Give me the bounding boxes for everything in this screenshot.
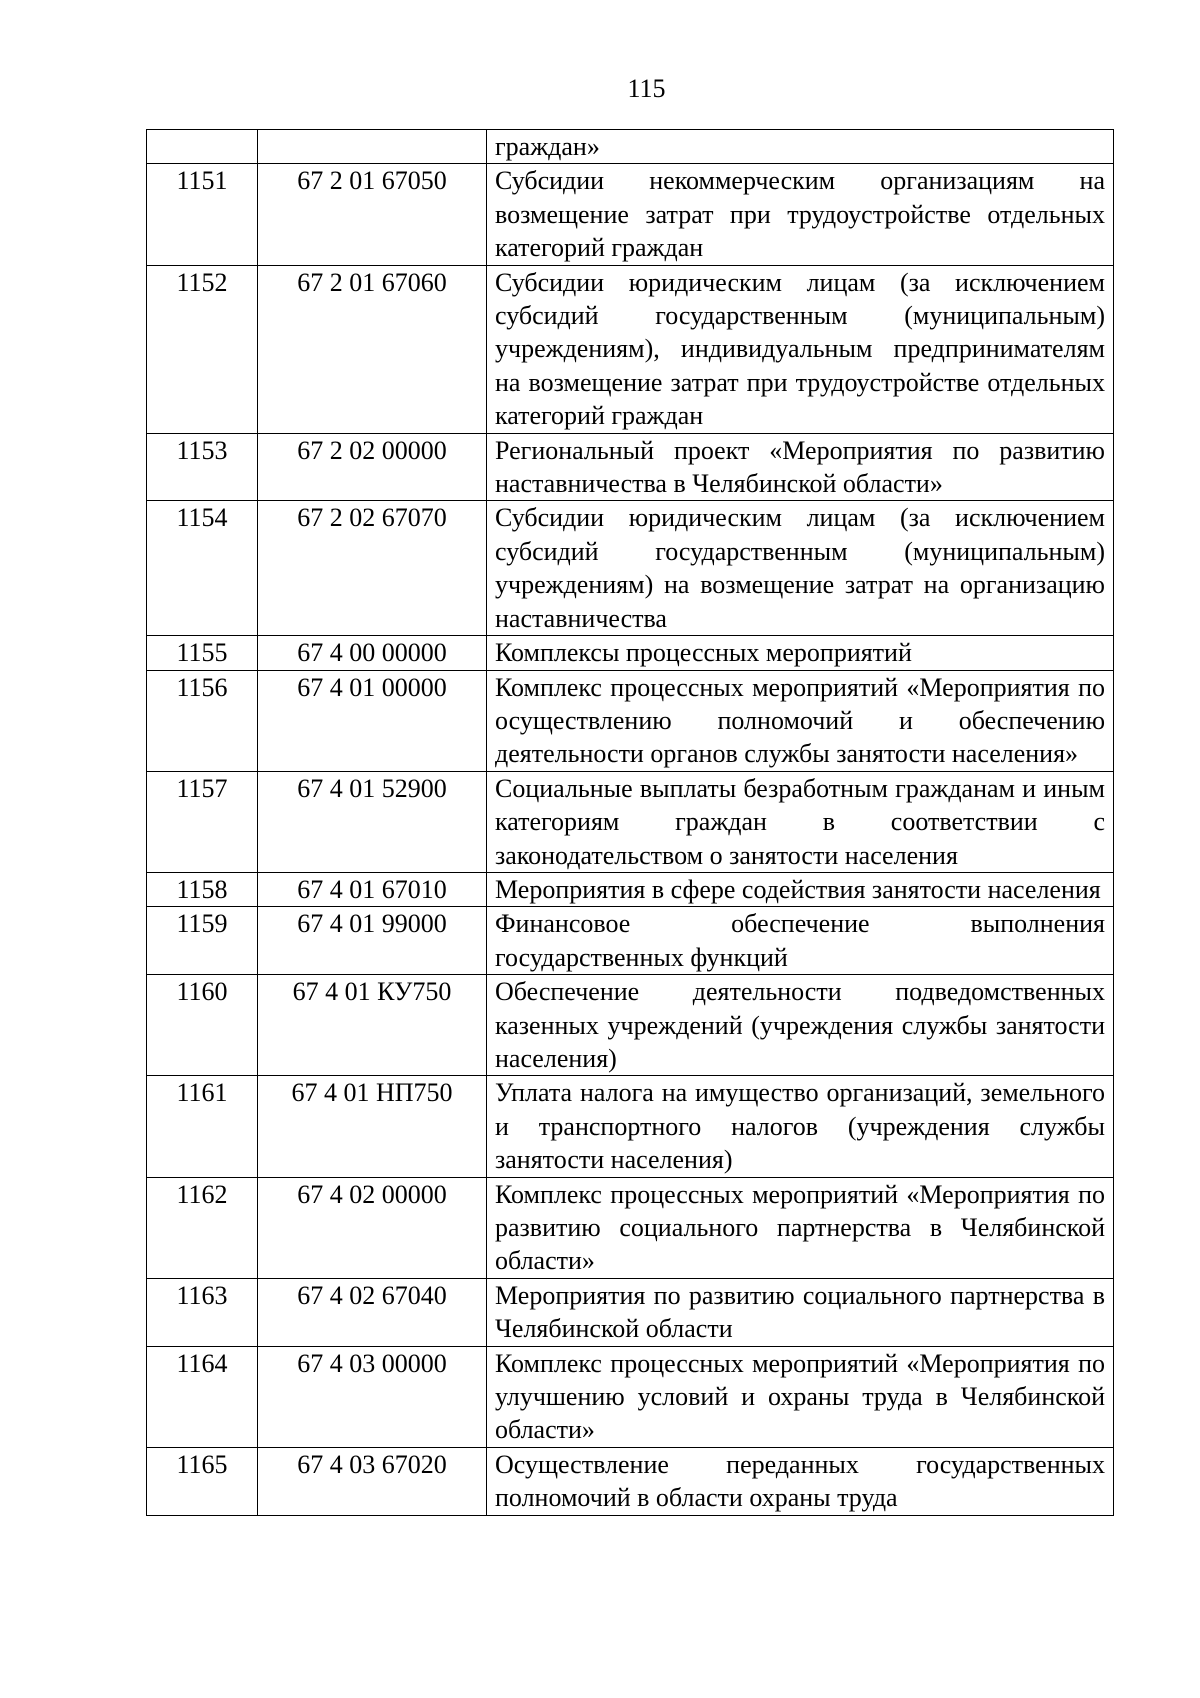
row-number-cell: [147, 130, 258, 164]
row-name-cell: Региональный проект «Мероприятия по развитию наставничества в Челябинской области»: [487, 433, 1114, 501]
row-number-cell: 1158: [147, 872, 258, 906]
row-number-cell: 1157: [147, 771, 258, 872]
row-number-cell: 1152: [147, 265, 258, 433]
row-number-cell: 1155: [147, 636, 258, 670]
row-code-cell: 67 4 02 67040: [258, 1278, 487, 1346]
row-name-cell: граждан»: [487, 130, 1114, 164]
page-number: 115: [627, 74, 666, 103]
table-row: [147, 670, 1114, 771]
row-number-cell: 1151: [147, 164, 258, 265]
row-code-cell: 67 4 01 99000: [258, 907, 487, 975]
row-code-cell: 67 2 02 67070: [258, 501, 487, 636]
row-code-cell: 67 2 02 00000: [258, 433, 487, 501]
row-number-cell: 1154: [147, 501, 258, 636]
row-name-cell: Мероприятия по развитию социального партнерства в Челябинской области: [487, 1278, 1114, 1346]
row-name-cell: Обеспечение деятельности подведомственных казенных учреждений (учреждения службы занятости населения): [487, 975, 1114, 1076]
row-code-cell: 67 4 00 00000: [258, 636, 487, 670]
row-number-cell: 1156: [147, 670, 258, 771]
row-name-cell: Осуществление переданных государственных полномочий в области охраны труда: [487, 1447, 1114, 1515]
table-row: [147, 636, 1114, 670]
table-row: [147, 771, 1114, 872]
table-row: [147, 164, 1114, 265]
row-name-cell: Мероприятия в сфере содействия занятости населения: [487, 872, 1114, 906]
classifier-table-body: [147, 130, 1114, 1516]
row-code-cell: 67 4 02 00000: [258, 1177, 487, 1278]
row-code-cell: 67 4 01 КУ750: [258, 975, 487, 1076]
row-number-cell: 1164: [147, 1346, 258, 1447]
table-row: [147, 1447, 1114, 1515]
table-row: [147, 975, 1114, 1076]
row-name-cell: Субсидии некоммерческим организациям на возмещение затрат при трудоустройстве отдельных категорий граждан: [487, 164, 1114, 265]
row-code-cell: [258, 130, 487, 164]
table-row: [147, 433, 1114, 501]
row-number-cell: 1161: [147, 1076, 258, 1177]
table-row: [147, 1346, 1114, 1447]
row-name-cell: Субсидии юридическим лицам (за исключением субсидий государственным (муниципальным) учреждениям), индивидуальным предпринимателям на возмещение затрат при трудоустройстве отдельных категорий граждан: [487, 265, 1114, 433]
row-number-cell: 1165: [147, 1447, 258, 1515]
row-code-cell: 67 4 01 52900: [258, 771, 487, 872]
row-name-cell: Субсидии юридическим лицам (за исключением субсидий государственным (муниципальным) учреждениям) на возмещение затрат на организацию наставничества: [487, 501, 1114, 636]
table-row: [147, 1177, 1114, 1278]
row-name-cell: Комплекс процессных мероприятий «Мероприятия по осуществлению полномочий и обеспечению деятельности органов службы занятости населения»: [487, 670, 1114, 771]
table-row: [147, 1076, 1114, 1177]
row-code-cell: 67 4 01 НП750: [258, 1076, 487, 1177]
row-code-cell: 67 4 01 67010: [258, 872, 487, 906]
table-row: [147, 872, 1114, 906]
table-row: [147, 501, 1114, 636]
row-number-cell: 1159: [147, 907, 258, 975]
row-number-cell: 1153: [147, 433, 258, 501]
table-row: [147, 907, 1114, 975]
row-name-cell: Комплексы процессных мероприятий: [487, 636, 1114, 670]
table-row: [147, 1278, 1114, 1346]
row-name-cell: Комплекс процессных мероприятий «Мероприятия по развитию социального партнерства в Челябинской области»: [487, 1177, 1114, 1278]
row-code-cell: 67 4 03 67020: [258, 1447, 487, 1515]
row-number-cell: 1162: [147, 1177, 258, 1278]
row-code-cell: 67 2 01 67060: [258, 265, 487, 433]
row-number-cell: 1160: [147, 975, 258, 1076]
classifier-table: [146, 129, 1114, 1516]
row-name-cell: Социальные выплаты безработным гражданам и иным категориям граждан в соответствии с законодательством о занятости населения: [487, 771, 1114, 872]
row-name-cell: Уплата налога на имущество организаций, земельного и транспортного налогов (учреждения службы занятости населения): [487, 1076, 1114, 1177]
row-code-cell: 67 2 01 67050: [258, 164, 487, 265]
row-code-cell: 67 4 01 00000: [258, 670, 487, 771]
row-name-cell: Финансовое обеспечение выполнения государственных функций: [487, 907, 1114, 975]
row-code-cell: 67 4 03 00000: [258, 1346, 487, 1447]
row-number-cell: 1163: [147, 1278, 258, 1346]
table-row: [147, 130, 1114, 164]
table-row: [147, 265, 1114, 433]
row-name-cell: Комплекс процессных мероприятий «Мероприятия по улучшению условий и охраны труда в Челябинской области»: [487, 1346, 1114, 1447]
